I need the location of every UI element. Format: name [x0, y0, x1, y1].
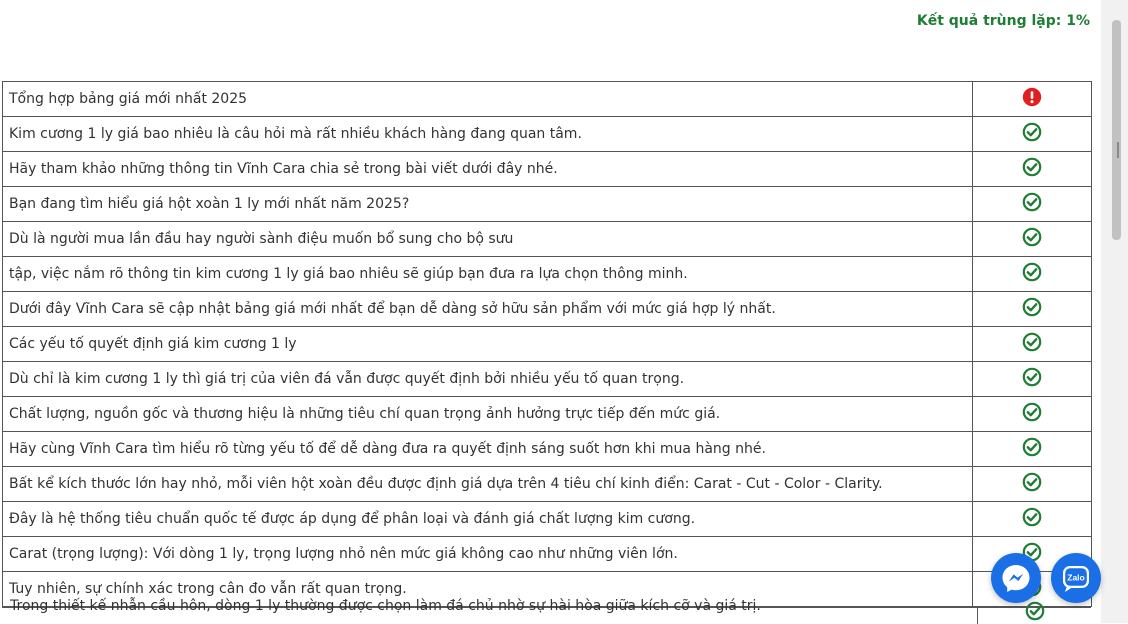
- status-cell: [973, 397, 1092, 432]
- table-row: [3, 152, 1092, 187]
- status-cell: [973, 467, 1092, 502]
- duplicate-result-summary: Kết quả trùng lặp: 1%: [916, 13, 1090, 29]
- sentence-check-table: [2, 81, 1092, 607]
- status-cell: [973, 502, 1092, 537]
- status-cell: [973, 362, 1092, 397]
- status-cell: [973, 327, 1092, 362]
- table-row: [3, 117, 1092, 152]
- status-cell: [973, 222, 1092, 257]
- table-row: [3, 82, 1092, 117]
- check-circle-icon: [1022, 437, 1042, 457]
- sentence-text: Hãy cùng Vĩnh Cara tìm hiểu rõ từng yếu tố để dễ dàng đưa ra quyết định sáng suốt hơn khi mua hàng nhé.: [3, 432, 973, 467]
- check-circle-icon: [1022, 332, 1042, 352]
- table-row: [3, 537, 1092, 572]
- sentence-text: Carat (trọng lượng): Với dòng 1 ly, trọng lượng nhỏ nên mức giá không cao như những viên lớn.: [3, 537, 973, 572]
- sentence-text: Đây là hệ thống tiêu chuẩn quốc tế được áp dụng để phân loại và đánh giá chất lượng kim cương.: [3, 502, 973, 537]
- table-row: [3, 397, 1092, 432]
- sentence-table-body: [3, 82, 1092, 607]
- status-cell: [973, 432, 1092, 467]
- sentence-text: Tuy nhiên, sự chính xác trong cân đo vẫn rất quan trọng.: [3, 572, 973, 607]
- sentence-text: Bất kể kích thước lớn hay nhỏ, mỗi viên hột xoàn đều được định giá dựa trên 4 tiêu chí kinh điển: Carat - Cut - Color - Clarity.: [3, 467, 973, 502]
- column-divider: [977, 608, 978, 624]
- table-row: [3, 292, 1092, 327]
- messenger-icon: [991, 553, 1041, 603]
- table-row: [3, 467, 1092, 502]
- messenger-chat-button[interactable]: [991, 553, 1041, 603]
- sentence-text: Kim cương 1 ly giá bao nhiêu là câu hỏi mà rất nhiều khách hàng đang quan tâm.: [3, 117, 973, 152]
- table-row: [3, 362, 1092, 397]
- table-row: [3, 257, 1092, 292]
- check-circle-icon: [1022, 122, 1042, 142]
- zalo-icon: [1051, 553, 1101, 603]
- status-cell: [973, 152, 1092, 187]
- check-circle-icon: [1022, 157, 1042, 177]
- table-row: [3, 187, 1092, 222]
- check-circle-icon: [1025, 601, 1045, 621]
- check-circle-icon: [1022, 402, 1042, 422]
- status-cell: [973, 257, 1092, 292]
- check-circle-icon: [1022, 367, 1042, 387]
- table-row: [3, 222, 1092, 257]
- status-cell: [973, 117, 1092, 152]
- check-circle-icon: [1022, 192, 1042, 212]
- warning-circle-icon[interactable]: [1022, 87, 1042, 107]
- scrollbar-thumb[interactable]: [1112, 20, 1121, 240]
- zalo-chat-button[interactable]: [1051, 553, 1101, 603]
- table-row: [3, 327, 1092, 362]
- sentence-text: Dù là người mua lần đầu hay người sành điệu muốn bổ sung cho bộ sưu: [3, 222, 973, 257]
- sentence-text: Các yếu tố quyết định giá kim cương 1 ly: [3, 327, 973, 362]
- sentence-text: Hãy tham khảo những thông tin Vĩnh Cara chia sẻ trong bài viết dưới đây nhé.: [3, 152, 973, 187]
- sentence-text: tập, việc nắm rõ thông tin kim cương 1 ly giá bao nhiêu sẽ giúp bạn đưa ra lựa chọn thông minh.: [3, 257, 973, 292]
- sentence-text: Bạn đang tìm hiểu giá hột xoàn 1 ly mới nhất năm 2025?: [3, 187, 973, 222]
- sentence-text: Dưới đây Vĩnh Cara sẽ cập nhật bảng giá mới nhất để bạn dễ dàng sở hữu sản phẩm với mức giá hợp lý nhất.: [3, 292, 973, 327]
- table-row: [3, 502, 1092, 537]
- sentence-text: Dù chỉ là kim cương 1 ly thì giá trị của viên đá vẫn được quyết định bởi nhiều yếu tố quan trọng.: [3, 362, 973, 397]
- scrollbar-position-marker: [1117, 142, 1119, 158]
- sentence-text: Tổng hợp bảng giá mới nhất 2025: [3, 82, 973, 117]
- status-cell: [973, 187, 1092, 222]
- check-circle-icon: [1022, 472, 1042, 492]
- sentence-table-container[interactable]: [2, 81, 1091, 608]
- sentence-text: Trong thiết kế nhẫn cầu hôn, dòng 1 ly thường được chọn làm đá chủ nhờ sự hài hòa giữa kích cỡ và giá trị.: [10, 598, 761, 614]
- zalo-logo-text: Zalo: [1067, 572, 1085, 583]
- sentence-text: Chất lượng, nguồn gốc và thương hiệu là những tiêu chí quan trọng ảnh hưởng trực tiếp đến mức giá.: [3, 397, 973, 432]
- check-circle-icon: [1022, 227, 1042, 247]
- status-cell: [973, 292, 1092, 327]
- check-circle-icon: [1022, 297, 1042, 317]
- check-circle-icon: [1022, 262, 1042, 282]
- table-row: [3, 432, 1092, 467]
- status-cell: [973, 82, 1092, 117]
- table-row-partial: [2, 598, 1091, 624]
- check-circle-icon: [1022, 507, 1042, 527]
